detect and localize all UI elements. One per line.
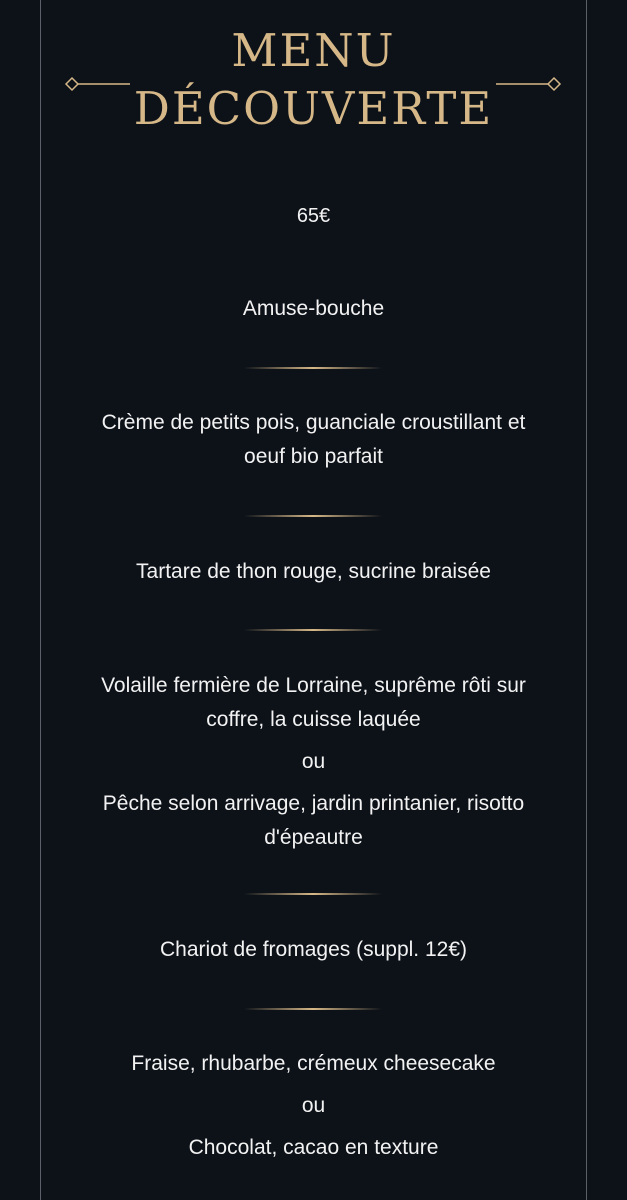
menu-frame <box>40 0 587 1200</box>
course-text-line: Fraise, rhubarbe, crémeux cheesecake <box>131 1052 496 1075</box>
course-text-line: Chocolat, cacao en texture <box>188 1136 439 1159</box>
divider-3 <box>244 629 382 631</box>
course-main <box>60 669 567 855</box>
course-text: Tartare de thon rouge, sucrine braisée <box>136 560 491 583</box>
course-amuse-bouche <box>60 292 567 326</box>
course-or: ou <box>301 1094 326 1117</box>
course-text: Chariot de fromages (suppl. 12€) <box>160 938 467 961</box>
title-line-1: MENU <box>231 24 396 77</box>
course-starter-1 <box>60 406 567 474</box>
course-text-line: Crème de petits pois, guanciale croustillant et <box>101 411 526 434</box>
course-text-line: Volaille fermière de Lorraine, suprême rôti sur <box>101 674 526 697</box>
divider-2 <box>244 515 382 517</box>
course-starter-2 <box>60 555 567 589</box>
course-or: ou <box>301 750 326 773</box>
course-text-line: d'épeautre <box>264 826 363 849</box>
course-text-line: oeuf bio parfait <box>244 445 383 468</box>
title-line-2: DÉCOUVERTE <box>133 82 494 135</box>
course-text-line: coffre, la cuisse laquée <box>206 708 421 731</box>
course-text-line: Pêche selon arrivage, jardin printanier, risotto <box>102 792 525 815</box>
divider-1 <box>244 367 382 369</box>
divider-4 <box>244 893 382 895</box>
divider-5 <box>244 1008 382 1010</box>
course-cheese <box>60 933 567 967</box>
menu-price: 65€ <box>296 205 331 227</box>
menu-title <box>0 22 627 138</box>
course-text: Amuse-bouche <box>242 297 385 320</box>
course-dessert <box>60 1047 567 1165</box>
